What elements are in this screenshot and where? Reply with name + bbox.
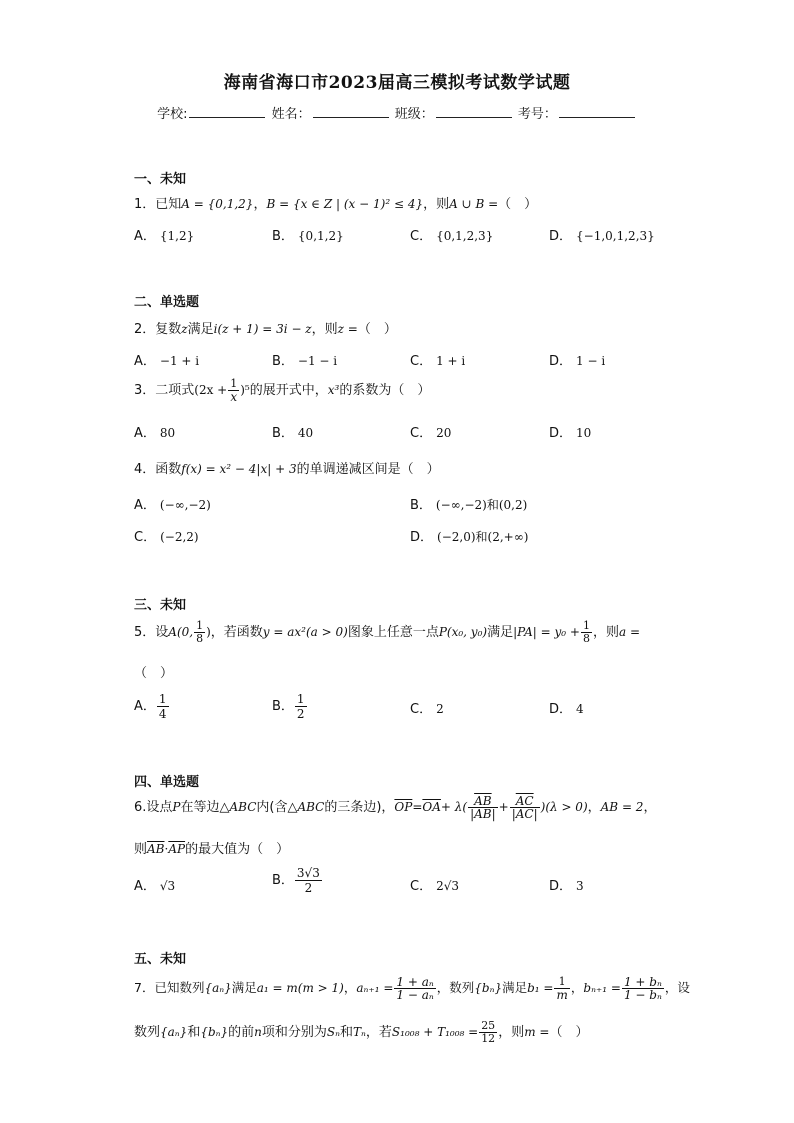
stem-text: 满足 bbox=[187, 322, 214, 337]
option-value: {−1,0,1,2,3} bbox=[576, 229, 655, 243]
fraction bbox=[394, 976, 435, 1001]
fraction-denominator: |AB| bbox=[470, 807, 496, 821]
question-7-stem bbox=[134, 976, 690, 1001]
stem-text: 满足 bbox=[502, 980, 528, 995]
vector-op: $\overline{OP}$ bbox=[394, 800, 413, 814]
stem-text: ，若函数 bbox=[210, 625, 263, 640]
math-expr: {aₙ} bbox=[160, 1025, 188, 1039]
math-expr: AB = 2 bbox=[600, 800, 644, 814]
stem-text: 的展开式中， bbox=[249, 383, 328, 398]
vector-oa: $\overline{OA}$ bbox=[422, 800, 441, 814]
option-value: {1,2} bbox=[159, 229, 195, 243]
fraction-numerator: 1 bbox=[196, 619, 204, 632]
question-6-stem bbox=[134, 795, 656, 820]
fraction-numerator: 1 bbox=[554, 976, 569, 989]
fraction-denominator: 8 bbox=[196, 632, 204, 645]
option-value: 4 bbox=[576, 702, 584, 716]
option-d bbox=[549, 225, 655, 244]
fraction-denominator: 2 bbox=[304, 881, 313, 895]
math-expr: B = {x ∈ Z | (x − 1)² ≤ 4} bbox=[266, 197, 424, 211]
stem-text: 项和分别为 bbox=[261, 1025, 327, 1040]
fraction-denominator: 4 bbox=[158, 707, 167, 721]
option-value: 3 bbox=[576, 879, 584, 893]
fraction-numerator: 1 bbox=[296, 692, 305, 706]
option-letter: D． bbox=[549, 426, 573, 441]
option-letter: B． bbox=[272, 229, 294, 244]
option-value: {0,1,2,3} bbox=[436, 229, 494, 243]
option-b bbox=[272, 350, 337, 369]
question-number: 2．复数 bbox=[134, 322, 182, 337]
math-expr: P bbox=[172, 800, 181, 814]
fraction-numerator: 1 bbox=[230, 377, 238, 390]
question-number: 4．函数 bbox=[134, 462, 182, 477]
option-letter: B． bbox=[272, 699, 294, 714]
question-4-stem bbox=[134, 458, 440, 477]
option-a bbox=[134, 225, 194, 244]
question-2-stem bbox=[134, 318, 397, 337]
option-letter: A． bbox=[134, 498, 156, 513]
math-expr: P(x₀, y₀) bbox=[438, 625, 488, 639]
math-expr: {bₙ} bbox=[474, 981, 503, 995]
option-letter: C． bbox=[410, 426, 433, 441]
option-d bbox=[549, 698, 584, 717]
option-letter: D． bbox=[549, 354, 573, 369]
question-number: 5．设 bbox=[134, 625, 169, 640]
question-1-stem bbox=[134, 193, 537, 212]
fraction bbox=[295, 692, 307, 721]
fraction-denominator: 8 bbox=[582, 632, 590, 645]
option-c bbox=[410, 225, 493, 244]
stem-text: 和 bbox=[187, 1025, 201, 1040]
stem-text: ，数列 bbox=[436, 980, 475, 995]
stem-text: ，则 bbox=[311, 322, 338, 337]
math-expr: )(λ > 0) bbox=[540, 800, 588, 814]
exam-title: 海南省海口市2023届高三模拟考试数学试题 bbox=[223, 73, 571, 93]
option-value: −1 − i bbox=[297, 354, 338, 368]
stem-text: 的前 bbox=[228, 1025, 255, 1040]
option-a bbox=[134, 494, 211, 513]
option-letter: B． bbox=[272, 426, 294, 441]
stem-text: ，设 bbox=[664, 980, 690, 995]
fraction bbox=[295, 866, 322, 895]
math-expr: )⁵ bbox=[240, 383, 250, 397]
fraction-numerator: 1 bbox=[158, 692, 167, 706]
stem-text: ，则 bbox=[592, 625, 619, 640]
option-letter: B． bbox=[272, 354, 294, 369]
fraction-numerator: 25 bbox=[481, 1019, 496, 1032]
fraction bbox=[228, 378, 239, 403]
stem-text: 的三条边)， bbox=[324, 800, 395, 815]
fraction-denominator: m bbox=[556, 988, 568, 1002]
math-expr: ABC bbox=[297, 800, 325, 814]
stem-text: 满足 bbox=[231, 980, 257, 995]
fraction bbox=[581, 620, 592, 645]
school-label: 学校: bbox=[157, 107, 188, 122]
stem-text: 的最大值为（ ） bbox=[185, 842, 290, 857]
fraction bbox=[479, 1020, 497, 1045]
number-blank bbox=[559, 105, 635, 118]
option-a bbox=[134, 422, 175, 441]
punct: ， bbox=[643, 800, 657, 815]
fraction bbox=[554, 976, 569, 1001]
option-value: 1 + i bbox=[436, 354, 466, 368]
option-value: {0,1,2} bbox=[297, 229, 344, 243]
fraction-denominator: 12 bbox=[481, 1032, 496, 1045]
question-number: 1．已知 bbox=[134, 197, 182, 212]
stem-text: 图象上任意一点 bbox=[347, 625, 439, 640]
math-expr: |PA| = y₀ + bbox=[513, 625, 580, 639]
fraction-denominator: 2 bbox=[296, 707, 305, 721]
option-value: 10 bbox=[576, 426, 592, 440]
stem-text: 内(含△ bbox=[256, 800, 298, 815]
section-heading: 四、单选题 bbox=[134, 775, 200, 790]
math-expr: S₁₀₀₈ + T₁₀₀₈ = bbox=[391, 1025, 479, 1039]
math-expr: (2x + bbox=[194, 383, 228, 397]
math-expr: x³ bbox=[327, 383, 340, 397]
student-info-line bbox=[0, 103, 794, 122]
option-d bbox=[549, 875, 584, 894]
stem-text: 在等边△ bbox=[180, 800, 230, 815]
section-heading: 二、单选题 bbox=[134, 295, 200, 310]
option-value: (−2,2) bbox=[160, 530, 199, 544]
option-b bbox=[272, 422, 313, 441]
math-expr: ABC bbox=[229, 800, 257, 814]
answer-bracket: （ ） bbox=[357, 322, 397, 337]
option-value: √3 bbox=[159, 879, 176, 893]
option-letter: A． bbox=[134, 229, 156, 244]
stem-text: ，则 bbox=[498, 1025, 525, 1040]
math-expr: A(0, bbox=[168, 625, 194, 639]
fraction-numerator: $\overline{AB}$ bbox=[468, 795, 498, 808]
question-number: 7．已知数列 bbox=[134, 980, 205, 995]
stem-text: ，则 bbox=[423, 197, 450, 212]
option-a bbox=[134, 875, 175, 894]
option-value: 20 bbox=[436, 426, 452, 440]
stem-text: 数列 bbox=[134, 1025, 161, 1040]
fraction bbox=[157, 692, 169, 721]
option-value: 2 bbox=[436, 702, 444, 716]
fraction-numerator: 1 + bₙ bbox=[623, 975, 662, 989]
stem-text: 满足 bbox=[487, 625, 514, 640]
stem-text: 的单调递减区间是（ ） bbox=[296, 462, 440, 477]
fraction-denominator: 1 − aₙ bbox=[396, 988, 434, 1002]
option-letter: D． bbox=[549, 229, 573, 244]
name-blank bbox=[313, 105, 389, 118]
option-c bbox=[410, 350, 465, 369]
option-value: (−∞,−2) bbox=[159, 498, 211, 512]
option-a bbox=[134, 692, 170, 721]
fraction-denominator: x bbox=[230, 390, 238, 404]
math-expr: · bbox=[164, 842, 169, 856]
option-value: −1 + i bbox=[159, 354, 200, 368]
fraction-numerator: $\overline{AC}$ bbox=[510, 795, 540, 808]
school-blank bbox=[189, 105, 265, 118]
option-c bbox=[410, 422, 451, 441]
stem-text: ，若 bbox=[365, 1025, 392, 1040]
option-letter: B． bbox=[410, 498, 432, 513]
fraction-numerator: 3√3 bbox=[296, 866, 320, 880]
number-label: 考号： bbox=[517, 107, 557, 122]
fraction-numerator: 1 + aₙ bbox=[396, 975, 434, 989]
math-expr: aₙ₊₁ = bbox=[356, 981, 394, 995]
math-expr: a = bbox=[618, 625, 640, 639]
option-value: 1 − i bbox=[576, 354, 606, 368]
math-expr: A = {0,1,2} bbox=[181, 197, 254, 211]
math-expr: {aₙ} bbox=[204, 981, 232, 995]
option-letter: D． bbox=[549, 879, 573, 894]
section-heading: 一、未知 bbox=[134, 172, 187, 187]
option-letter: C． bbox=[410, 879, 433, 894]
math-expr: y = ax²(a > 0) bbox=[262, 625, 348, 639]
math-expr: + λ( bbox=[440, 800, 468, 814]
option-d bbox=[410, 526, 528, 545]
stem-text: 和 bbox=[340, 1025, 354, 1040]
option-value: (−2,0)和(2,+∞) bbox=[437, 530, 529, 544]
question-6-line2 bbox=[134, 838, 289, 857]
math-expr: i(z + 1) = 3i − z bbox=[213, 322, 312, 336]
fraction-denominator: |AC| bbox=[511, 807, 538, 821]
fraction-numerator: 1 bbox=[582, 619, 590, 632]
name-label: 姓名： bbox=[271, 107, 311, 122]
math-expr: b₁ = bbox=[527, 981, 554, 995]
math-expr: z = bbox=[337, 322, 358, 336]
option-letter: A． bbox=[134, 879, 156, 894]
section-heading: 五、未知 bbox=[134, 952, 187, 967]
option-value: 80 bbox=[159, 426, 176, 440]
punct: ， bbox=[343, 980, 357, 995]
punct: ， bbox=[570, 980, 584, 995]
option-letter: D． bbox=[549, 702, 573, 717]
math-expr: Sₙ bbox=[326, 1025, 341, 1039]
math-expr: + bbox=[498, 800, 509, 814]
math-expr: bₙ₊₁ = bbox=[583, 981, 621, 995]
math-expr: m = bbox=[524, 1025, 550, 1039]
math-expr: = bbox=[412, 800, 423, 814]
option-b bbox=[410, 494, 527, 513]
option-value: 2√3 bbox=[436, 879, 459, 893]
fraction bbox=[622, 976, 664, 1001]
option-letter: D． bbox=[410, 530, 434, 545]
punct: ， bbox=[253, 197, 267, 212]
math-expr: ) bbox=[206, 625, 211, 639]
fraction bbox=[468, 795, 498, 820]
option-letter: A． bbox=[134, 354, 156, 369]
question-number: 6.设点 bbox=[134, 800, 173, 815]
option-b bbox=[272, 866, 323, 895]
option-value: (−∞,−2)和(0,2) bbox=[435, 498, 528, 512]
option-letter: C． bbox=[134, 530, 157, 545]
vector-ab: $\overline{AB}$ bbox=[147, 842, 165, 856]
option-d bbox=[549, 422, 591, 441]
option-b bbox=[272, 225, 344, 244]
option-letter: C． bbox=[410, 702, 433, 717]
answer-bracket: （ ） bbox=[549, 1025, 589, 1040]
class-label: 班级： bbox=[394, 107, 434, 122]
answer-bracket: （ ） bbox=[498, 197, 538, 212]
punct: ， bbox=[587, 800, 601, 815]
math-expr: A ∪ B = bbox=[449, 197, 499, 211]
question-5-bracket: （ ） bbox=[134, 666, 174, 681]
option-letter: B． bbox=[272, 873, 294, 888]
question-number: 3．二项式 bbox=[134, 383, 195, 398]
option-letter: C． bbox=[410, 229, 433, 244]
fraction bbox=[510, 795, 540, 820]
vector-ap: $\overline{AP}$ bbox=[168, 842, 186, 856]
option-b bbox=[272, 692, 308, 721]
section-heading: 三、未知 bbox=[134, 598, 187, 613]
stem-text: 的系数为（ ） bbox=[339, 383, 431, 398]
option-letter: C． bbox=[410, 354, 433, 369]
option-c bbox=[410, 698, 444, 717]
option-letter: A． bbox=[134, 699, 156, 714]
fraction-denominator: 1 − bₙ bbox=[623, 988, 662, 1002]
math-expr: {bₙ} bbox=[200, 1025, 229, 1039]
question-3-stem bbox=[134, 378, 430, 403]
option-value: 40 bbox=[297, 426, 314, 440]
question-5-stem bbox=[134, 620, 640, 645]
math-expr: z bbox=[181, 322, 188, 336]
math-expr: f(x) = x² − 4|x| + 3 bbox=[181, 462, 297, 476]
question-7-line2 bbox=[134, 1020, 588, 1045]
math-expr: Tₙ bbox=[353, 1025, 366, 1039]
option-a bbox=[134, 350, 199, 369]
stem-text: 则 bbox=[134, 842, 148, 857]
math-expr: n bbox=[254, 1025, 262, 1039]
option-c bbox=[410, 875, 459, 894]
math-expr: a₁ = m(m > 1) bbox=[256, 981, 344, 995]
option-d bbox=[549, 350, 605, 369]
option-letter: A． bbox=[134, 426, 156, 441]
option-c bbox=[134, 526, 199, 545]
class-blank bbox=[436, 105, 512, 118]
fraction bbox=[194, 620, 205, 645]
